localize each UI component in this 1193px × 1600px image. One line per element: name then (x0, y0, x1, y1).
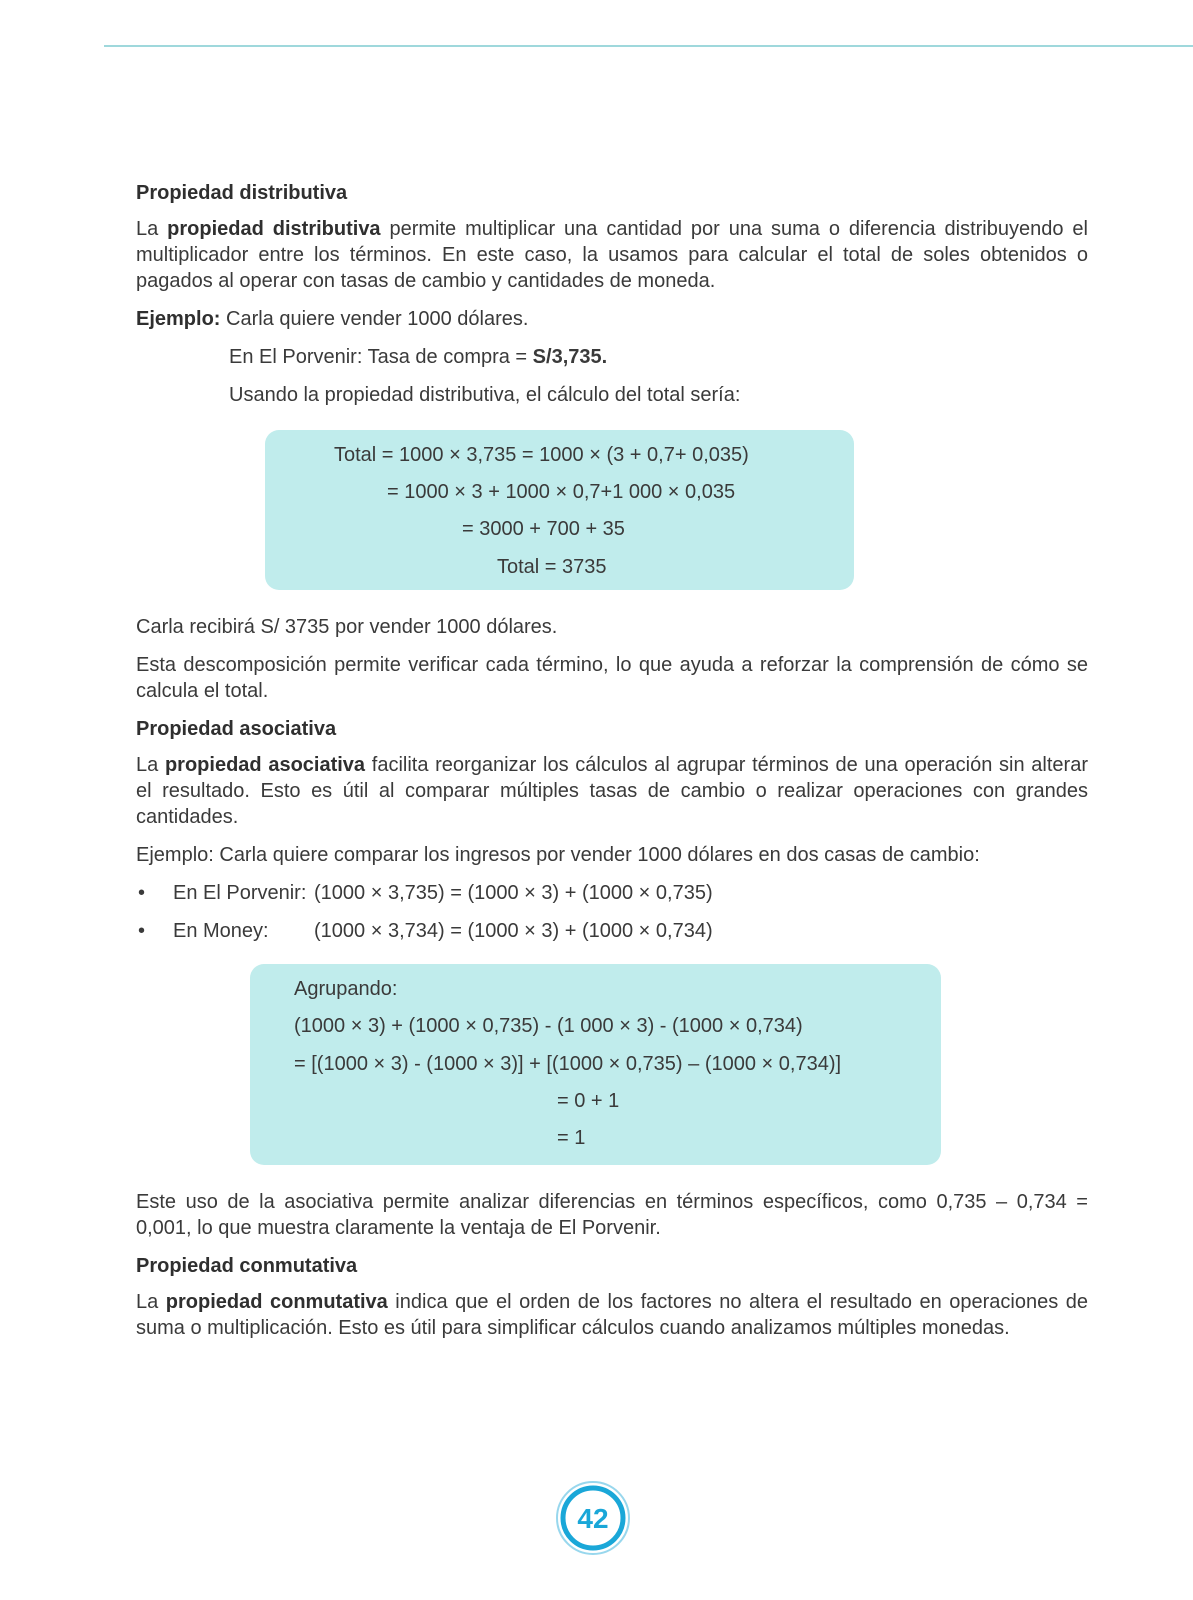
bullet-icon: • (138, 882, 146, 904)
calc-line: = 1000 × 3 + 1000 × 0,7+1 000 × 0,035 (387, 481, 736, 503)
asociativa-intro: La propiedad asociativa facilita reorganizar los cálculos al agrupar términos de una operación sin alterar el resultado. Esto es útil al comparar múltiples tasas de cambio o realizar operaciones con grandes cantidades. (136, 754, 1088, 828)
example-label: Ejemplo: (136, 308, 221, 330)
analysis-text: Este uso de la asociativa permite analizar diferencias en términos específicos, como 0,735 – 0,734 = 0,001, lo que muestra claramente la ventaja de El Porvenir. (136, 1191, 1088, 1239)
heading-asociativa: Propiedad asociativa (136, 718, 337, 740)
bullet-icon: • (138, 920, 146, 942)
bullet-label: En Money: (173, 920, 269, 942)
asociativa-example: Ejemplo: Carla quiere comparar los ingresos por vender 1000 dólares en dos casas de cambio: (136, 844, 980, 866)
list-item (136, 918, 1088, 944)
page-content (136, 180, 1088, 1353)
rate-line: En El Porvenir: Tasa de compra = S/3,735. (229, 346, 608, 368)
top-divider (104, 45, 1193, 47)
page-number: 42 (577, 1503, 609, 1534)
calc-line: = [(1000 × 3) - (1000 × 3)] + [(1000 × 0,735) – (1000 × 0,734)] (294, 1053, 842, 1075)
calc-line: = 1 (557, 1127, 586, 1149)
calc-line: Agrupando: (294, 978, 398, 1000)
rate-value: S/3,735. (532, 346, 608, 368)
distributiva-term: propiedad distributiva (167, 218, 381, 240)
bullet-expression: (1000 × 3,735) = (1000 × 3) + (1000 × 0,735) (314, 882, 713, 904)
bullet-label: En El Porvenir: (173, 882, 307, 904)
result-text: Carla recibirá S/ 3735 por vender 1000 dólares. (136, 616, 558, 638)
bullet-expression: (1000 × 3,734) = (1000 × 3) + (1000 × 0,734) (314, 920, 713, 942)
calc-line: = 0 + 1 (557, 1090, 620, 1112)
asociativa-term: propiedad asociativa (164, 754, 366, 776)
heading-conmutativa: Propiedad conmutativa (136, 1255, 358, 1277)
calc-line: Total = 1000 × 3,735 = 1000 × (3 + 0,7+ 0,035) (334, 444, 749, 466)
calc-line: = 3000 + 700 + 35 (462, 518, 625, 540)
calc-line: Total = 3735 (497, 556, 607, 578)
heading-distributiva: Propiedad distributiva (136, 182, 348, 204)
conmutativa-intro: La propiedad conmutativa indica que el orden de los factores no altera el resultado en operaciones de suma o multiplicación. Esto es útil para simplificar cálculos cuando analizamos múltiples monedas. (136, 1291, 1088, 1339)
conmutativa-term: propiedad conmutativa (165, 1291, 388, 1313)
page-number-badge (553, 1478, 633, 1558)
distributiva-intro: La propiedad distributiva permite multiplicar una cantidad por una suma o diferencia distribuyendo el multiplicador entre los términos. En este caso, la usamos para calcular el total de soles obtenidos o pagados al operar con tasas de cambio y cantidades de moneda. (136, 218, 1088, 292)
list-item (136, 880, 1088, 906)
distributiva-example: Ejemplo: Carla quiere vender 1000 dólares. (136, 308, 529, 330)
page-circle-icon (553, 1478, 633, 1558)
verify-text: Esta descomposición permite verificar cada término, lo que ayuda a reforzar la comprensión de cómo se calcula el total. (136, 654, 1088, 702)
distributive-calculation-box (265, 430, 854, 590)
associative-calculation-box (250, 964, 941, 1165)
using-line: Usando la propiedad distributiva, el cálculo del total sería: (229, 384, 741, 406)
calc-line: (1000 × 3) + (1000 × 0,735) - (1 000 × 3) - (1000 × 0,734) (294, 1015, 803, 1037)
